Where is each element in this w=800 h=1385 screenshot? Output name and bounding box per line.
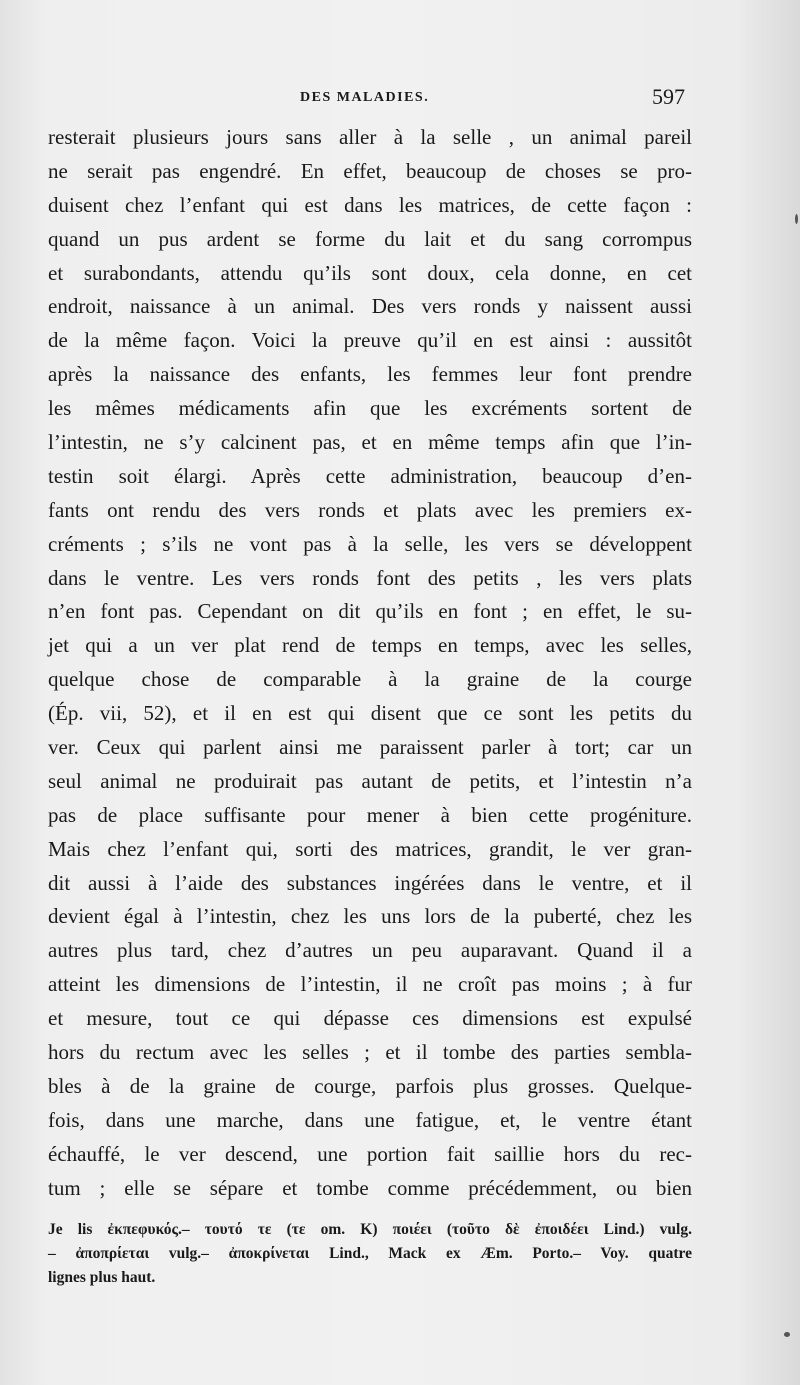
text-line: de la même façon. Voici la preuve qu’il en est ainsi : aussitôt — [48, 328, 692, 353]
text-line: après la naissance des enfants, les femmes leur font prendre — [48, 362, 692, 387]
text-line: atteint les dimensions de l’intestin, il ne croît pas moins ; à fur — [48, 972, 692, 997]
footnote-line: Je lis ἐκπεφυκός.– τουτό τε (τε om. K) ποιέει (τοῦτο δὲ ἐποιδέει Lind.) vulg. — [48, 1221, 692, 1238]
text-line: pas de place suffisante pour mener à bien cette progéniture. — [48, 802, 692, 827]
print-speck — [795, 214, 798, 224]
text-line: fants ont rendu des vers ronds et plats avec les premiers ex- — [48, 497, 692, 522]
text-line: endroit, naissance à un animal. Des vers ronds y naissent aussi — [48, 294, 692, 319]
text-line: échauffé, le ver descend, une portion fait saillie hors du rec- — [48, 1141, 692, 1166]
footnotes — [48, 1218, 692, 1290]
text-line: hors du rectum avec les selles ; et il tombe des parties sembla- — [48, 1040, 692, 1065]
text-line: les mêmes médicaments afin que les excréments sortent de — [48, 396, 692, 421]
text-line: resterait plusieurs jours sans aller à la selle , un animal pareil — [48, 125, 692, 149]
text-line: l’intestin, ne s’y calcinent pas, et en même temps afin que l’in- — [48, 430, 692, 455]
text-line: devient égal à l’intestin, chez les uns lors de la puberté, chez les — [48, 904, 692, 929]
text-line: quelque chose de comparable à la graine de la courge — [48, 667, 692, 692]
text-line: et mesure, tout ce qui dépasse ces dimensions est expulsé — [48, 1006, 692, 1031]
footnote-line: lignes plus haut. — [48, 1269, 156, 1286]
text-line: jet qui a un ver plat rend de temps en temps, avec les selles, — [48, 633, 692, 658]
print-speck — [784, 1332, 790, 1337]
text-line: ne serait pas engendré. En effet, beaucoup de choses se pro- — [48, 158, 692, 183]
text-line: Mais chez l’enfant qui, sorti des matrices, grandit, le ver gran- — [48, 836, 692, 861]
text-line: créments ; s’ils ne vont pas à la selle, les vers se développent — [48, 531, 692, 556]
text-line: ver. Ceux qui parlent ainsi me paraissent parler à tort; car un — [48, 735, 692, 760]
text-line: dans le ventre. Les vers ronds font des petits , les vers plats — [48, 565, 692, 590]
text-line: testin soit élargi. Après cette administration, beaucoup d’en- — [48, 463, 692, 488]
text-line: duisent chez l’enfant qui est dans les matrices, de cette façon : — [48, 192, 692, 217]
body-text — [48, 121, 692, 1206]
text-line: fois, dans une marche, dans une fatigue, et, le ventre étant — [48, 1107, 692, 1132]
text-line: (Ép. vii, 52), et il en est qui disent que ce sont les petits du — [48, 701, 692, 726]
text-line: quand un pus ardent se forme du lait et du sang corrompus — [48, 226, 692, 251]
text-line: n’en font pas. Cependant on dit qu’ils en font ; en effet, le su- — [48, 599, 692, 624]
text-line: tum ; elle se sépare et tombe comme précédemment, ou bien — [48, 1175, 692, 1200]
text-line: bles à de la graine de courge, parfois plus grosses. Quelque- — [48, 1073, 692, 1098]
text-line: et surabondants, attendu qu’ils sont doux, cela donne, en cet — [48, 260, 692, 285]
text-line: seul animal ne produirait pas autant de petits, et l’intestin n’a — [48, 768, 692, 793]
page-number: 597 — [652, 84, 685, 109]
text-line: autres plus tard, chez d’autres un peu auparavant. Quand il a — [48, 938, 692, 963]
running-head-title: DES MALADIES. — [300, 90, 430, 105]
text-line: dit aussi à l’aide des substances ingérées dans le ventre, et il — [48, 870, 692, 895]
footnote-line: – ἀποπρίεται vulg.– ἀποκρίνεται Lind., Mack ex Æm. Porto.– Voy. quatre — [48, 1245, 692, 1262]
running-head — [0, 84, 800, 114]
